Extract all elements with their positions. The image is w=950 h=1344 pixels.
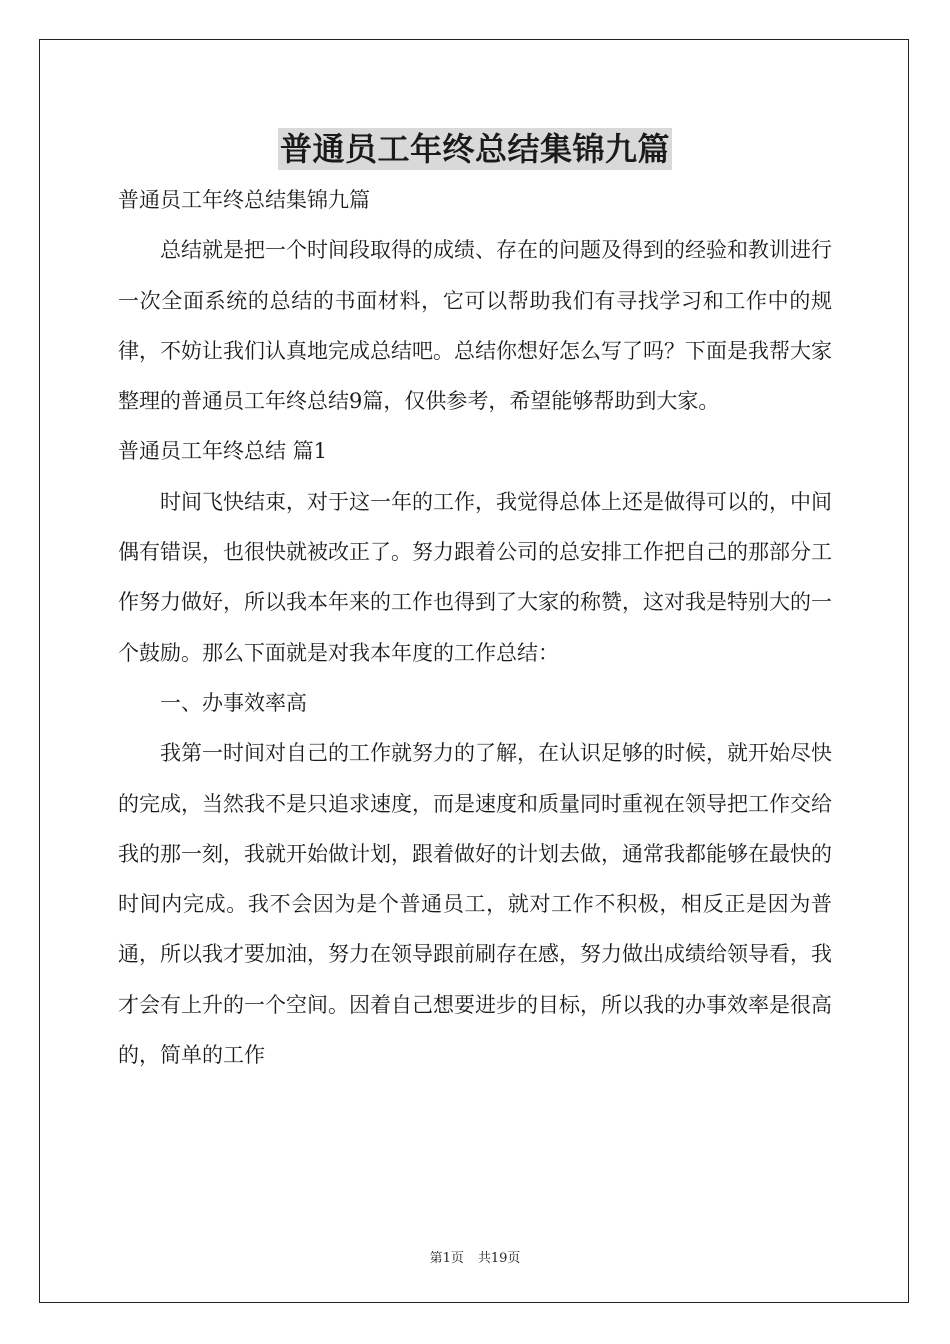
page-number: 第1页 (429, 1251, 464, 1266)
title-container (0, 128, 950, 170)
section-heading: 普通员工年终总结 篇1 (118, 439, 328, 464)
subtitle-line: 普通员工年终总结集锦九篇 (118, 188, 370, 212)
document-title: 普通员工年终总结集锦九篇 (279, 130, 670, 168)
intro-paragraph: 总结就是把一个时间段取得的成绩、存在的问题及得到的经验和教训进行一次全面系统的总结的书面材料，它可以帮助我们有寻找学习和工作中的规律，不妨让我们认真地完成总结吧。总结你想好怎么写了吗？下面是我帮大家整理的普通员工年终总结9篇，仅供参考，希望能够帮助到大家。 (118, 238, 832, 414)
body-paragraph: 时间飞快结束，对于这一年的工作，我觉得总体上还是做得可以的，中间偶有错误，也很快就被改正了。努力跟着公司的总安排工作把自己的那部分工作努力做好，所以我本年来的工作也得到了大家的称赞，这对我是特别大的一个鼓励。那么下面就是对我本年度的工作总结： (118, 489, 832, 665)
document-body (118, 175, 832, 1080)
page-footer (0, 1247, 950, 1266)
body-paragraph: 我第一时间对自己的工作就努力的了解，在认识足够的时候，就开始尽快的完成，当然我不是只追求速度，而是速度和质量同时重视在领导把工作交给我的那一刻，我就开始做计划，跟着做好的计划去做，通常我都能够在最快的时间内完成。我不会因为是个普通员工，就对工作不积极，相反正是因为普通，所以我才要加油，努力在领导跟前刷存在感，努力做出成绩给领导看，我才会有上升的一个空间。因着自己想要进步的目标，所以我的办事效率是很高的，简单的工作 (118, 741, 832, 1068)
page-total: 共19页 (477, 1251, 521, 1266)
subsection-heading: 一、办事效率高 (160, 690, 307, 715)
